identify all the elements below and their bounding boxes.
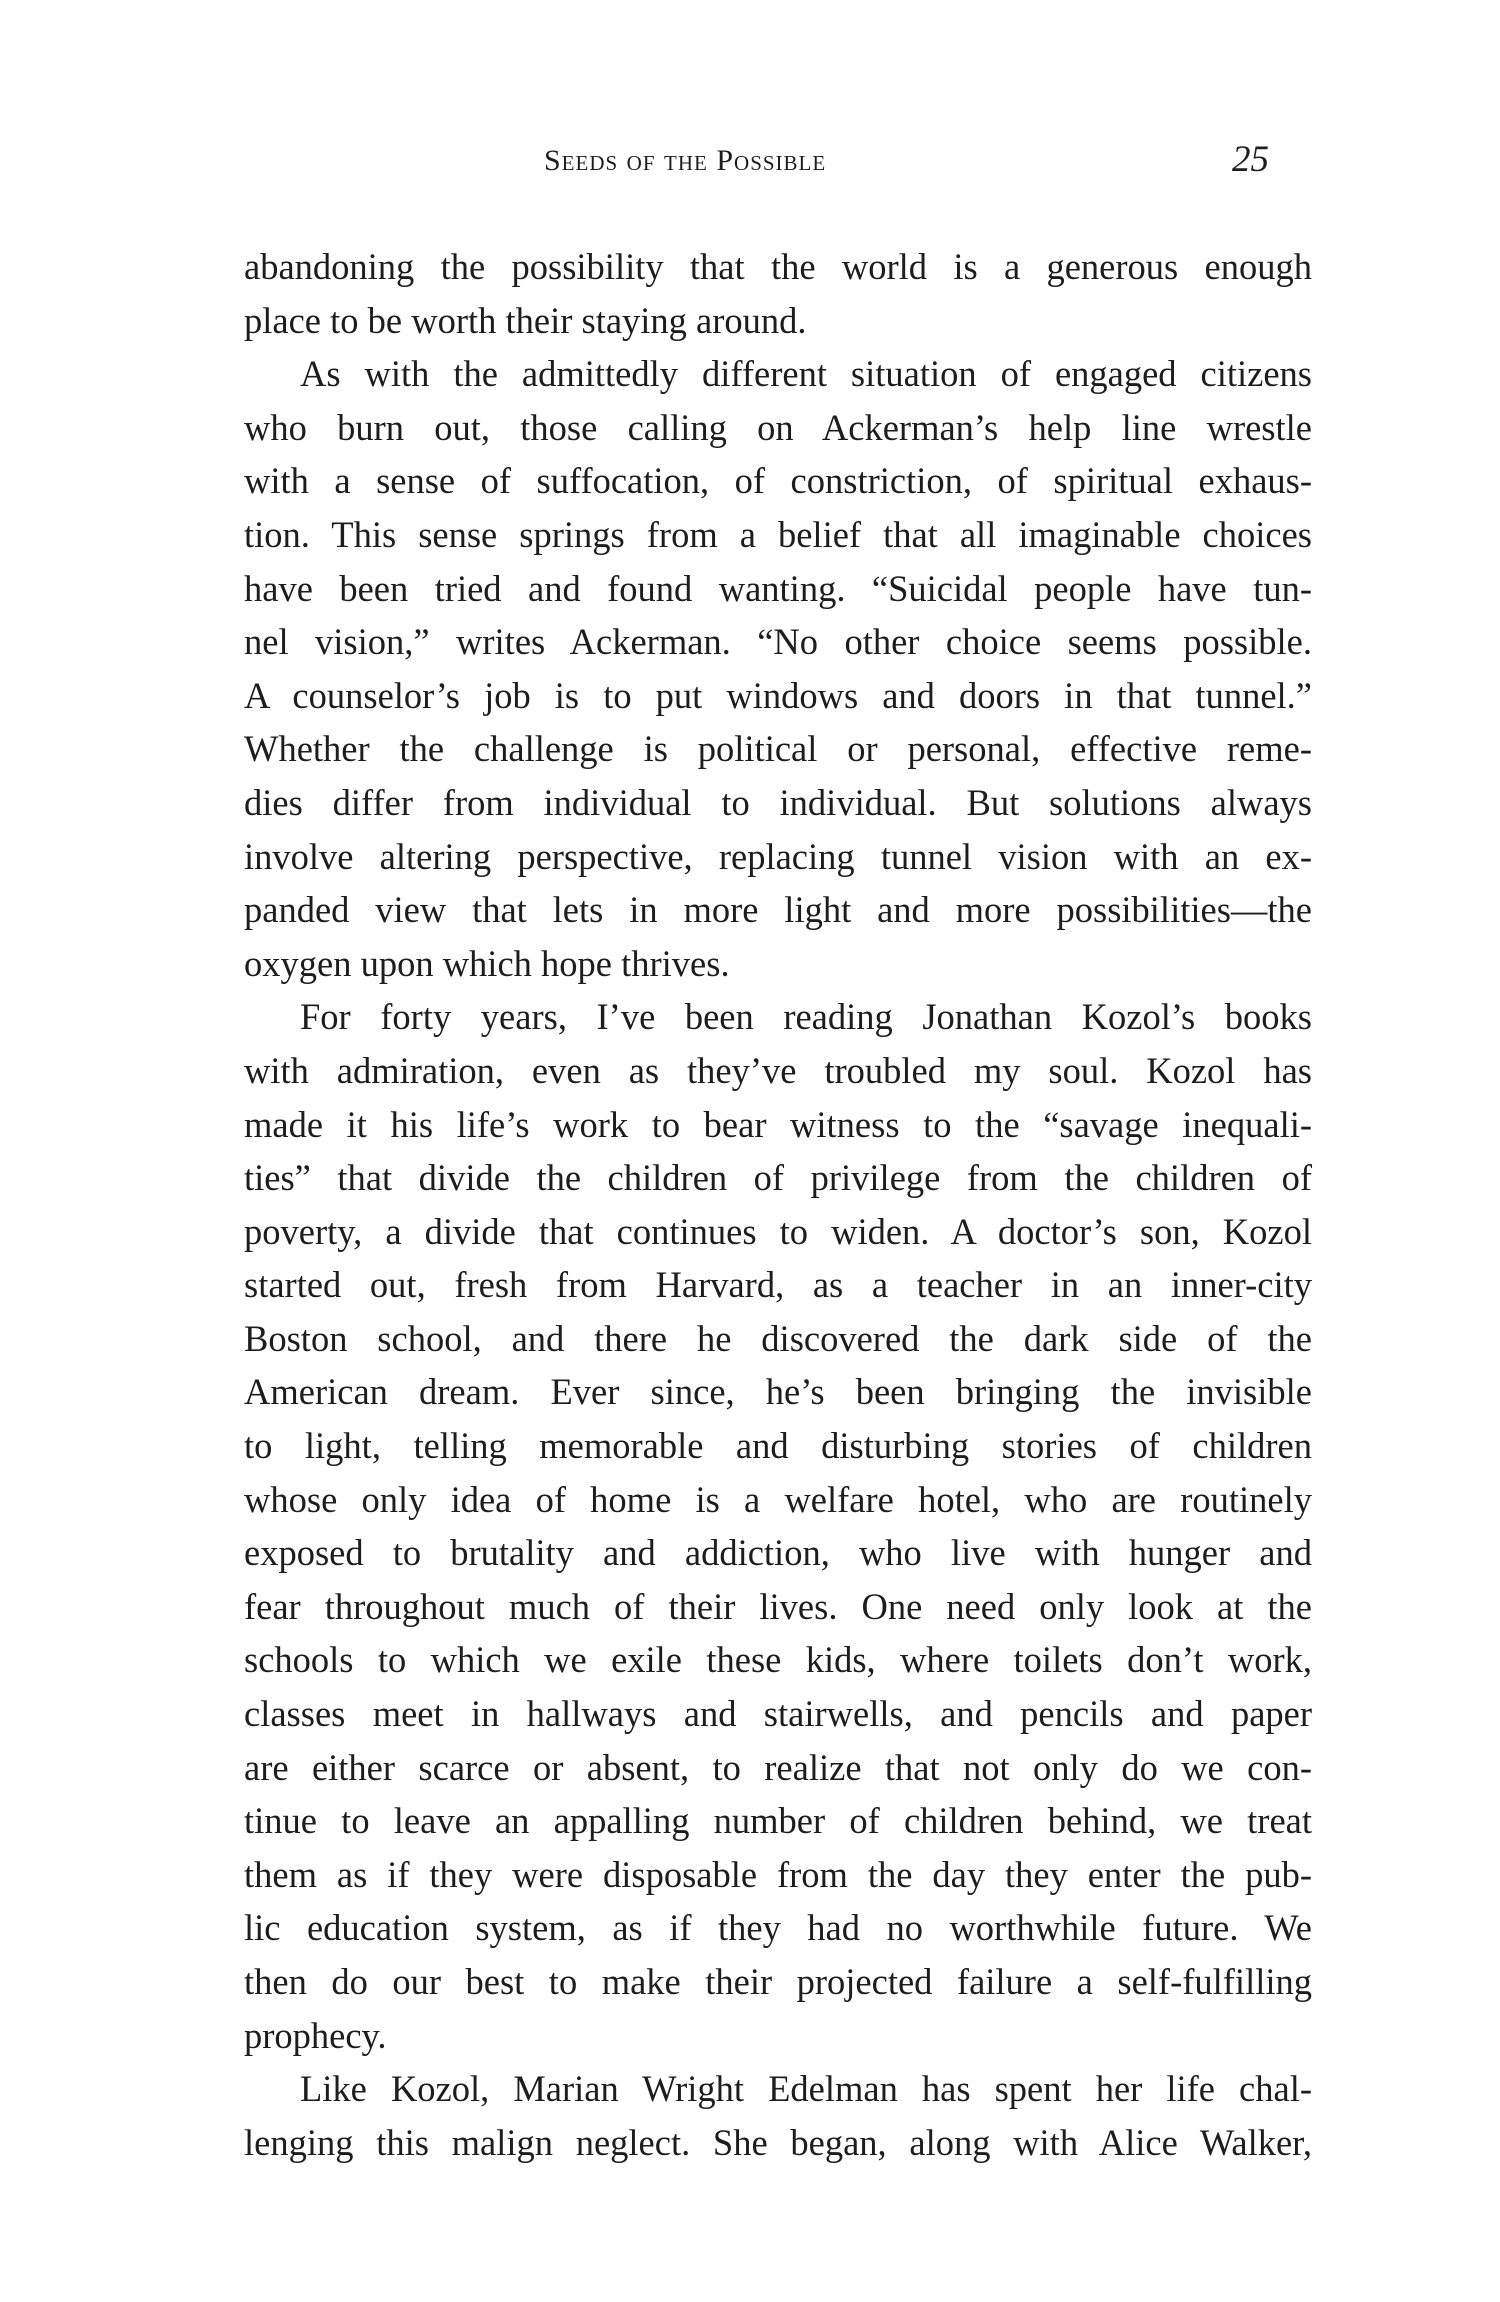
text-line: Whether the challenge is political or personal, effective reme- bbox=[244, 728, 1312, 770]
text-line: are either scarce or absent, to realize that not only do we con- bbox=[244, 1746, 1312, 1788]
text-line: lic education system, as if they had no worthwhile future. We bbox=[244, 1907, 1312, 1949]
text-line: classes meet in hallways and stairwells, and pencils and paper bbox=[244, 1693, 1312, 1735]
page-number: 25 bbox=[1232, 139, 1269, 180]
text-line: place to be worth their staying around. bbox=[244, 299, 807, 341]
text-line: started out, fresh from Harvard, as a teacher in an inner-city bbox=[244, 1264, 1312, 1306]
text-line: whose only idea of home is a welfare hotel, who are routinely bbox=[244, 1478, 1312, 1520]
paragraph bbox=[244, 240, 1312, 347]
text-line: prophecy. bbox=[244, 2014, 387, 2056]
text-line: As with the admittedly different situation of engaged citizens bbox=[300, 353, 1312, 395]
text-line: Like Kozol, Marian Wright Edelman has spent her life chal- bbox=[300, 2068, 1312, 2110]
text-line: exposed to brutality and addiction, who live with hunger and bbox=[244, 1532, 1312, 1574]
text-line: American dream. Ever since, he’s been bringing the invisible bbox=[244, 1371, 1312, 1413]
text-line: tion. This sense springs from a belief that all imaginable choices bbox=[244, 513, 1312, 555]
text-line: ties” that divide the children of privilege from the children of bbox=[244, 1157, 1312, 1199]
text-line: poverty, a divide that continues to widen. A doctor’s son, Kozol bbox=[244, 1210, 1312, 1252]
paragraph bbox=[244, 2062, 1312, 2169]
running-title: Seeds of the Possible bbox=[544, 144, 827, 177]
text-line: Boston school, and there he discovered the dark side of the bbox=[244, 1317, 1312, 1359]
text-line: dies differ from individual to individual. But solutions always bbox=[244, 781, 1312, 823]
page-header bbox=[0, 138, 1500, 188]
text-line: schools to which we exile these kids, where toilets don’t work, bbox=[244, 1639, 1312, 1681]
text-line: tinue to leave an appalling number of children behind, we treat bbox=[244, 1800, 1312, 1842]
text-line: abandoning the possibility that the world is a generous enough bbox=[244, 246, 1312, 287]
body-text bbox=[244, 240, 1312, 2169]
text-line: oxygen upon which hope thrives. bbox=[244, 942, 730, 984]
paragraph bbox=[244, 990, 1312, 2062]
text-line: with a sense of suffocation, of constriction, of spiritual exhaus- bbox=[244, 460, 1312, 502]
text-line: with admiration, even as they’ve troubled my soul. Kozol has bbox=[244, 1049, 1312, 1091]
text-line: to light, telling memorable and disturbing stories of children bbox=[244, 1425, 1312, 1467]
text-line: For forty years, I’ve been reading Jonathan Kozol’s books bbox=[300, 996, 1312, 1038]
text-line: nel vision,” writes Ackerman. “No other choice seems possible. bbox=[244, 621, 1312, 663]
text-line: panded view that lets in more light and more possibilities—the bbox=[244, 889, 1312, 931]
text-line: A counselor’s job is to put windows and doors in that tunnel.” bbox=[244, 674, 1312, 716]
text-line: them as if they were disposable from the day they enter the pub- bbox=[244, 1853, 1312, 1895]
text-line: fear throughout much of their lives. One need only look at the bbox=[244, 1585, 1312, 1627]
text-line: involve altering perspective, replacing tunnel vision with an ex- bbox=[244, 835, 1312, 877]
paragraph bbox=[244, 347, 1312, 990]
text-line: have been tried and found wanting. “Suicidal people have tun- bbox=[244, 567, 1312, 609]
text-line: made it his life’s work to bear witness to the “savage inequali- bbox=[244, 1103, 1312, 1145]
text-line: lenging this malign neglect. She began, along with Alice Walker, bbox=[244, 2121, 1312, 2163]
text-line: then do our best to make their projected failure a self-fulfilling bbox=[244, 1961, 1312, 2002]
text-line: who burn out, those calling on Ackerman’s help line wrestle bbox=[244, 406, 1312, 448]
